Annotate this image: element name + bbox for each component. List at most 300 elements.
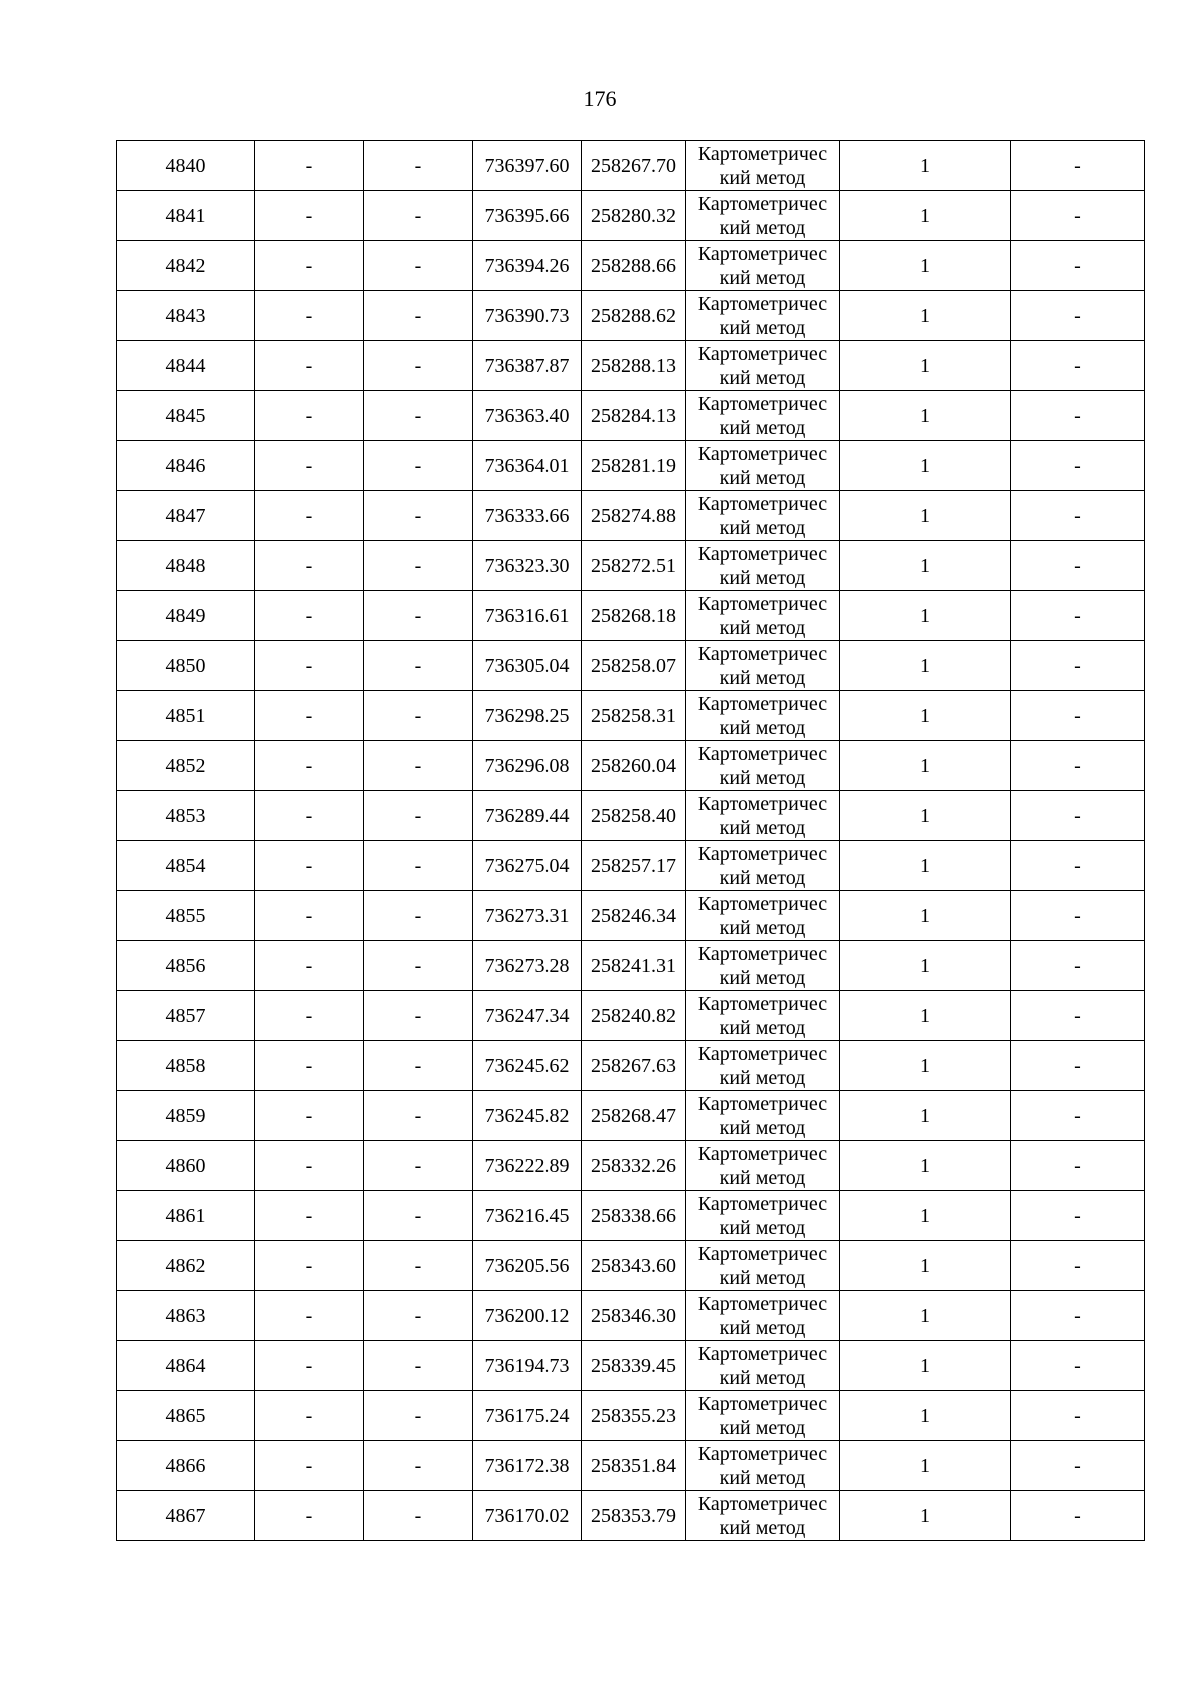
y-coordinate-cell: 258280.32: [582, 191, 686, 241]
column-3-cell: -: [364, 1141, 473, 1191]
x-coordinate-cell: 736305.04: [473, 641, 582, 691]
x-coordinate-cell: 736395.66: [473, 191, 582, 241]
column-3-cell: -: [364, 1041, 473, 1091]
column-3-cell: -: [364, 391, 473, 441]
method-cell: [686, 1391, 840, 1441]
column-2-cell: -: [255, 1341, 364, 1391]
method-cell: [686, 291, 840, 341]
column-8-cell: -: [1011, 991, 1145, 1041]
table-row: [117, 1241, 1145, 1291]
y-coordinate-cell: 258246.34: [582, 891, 686, 941]
point-number-cell: 4859: [117, 1091, 255, 1141]
method-line-2: кий метод: [719, 966, 806, 989]
column-2-cell: -: [255, 1141, 364, 1191]
table-row: [117, 141, 1145, 191]
point-number-cell: 4846: [117, 441, 255, 491]
column-8-cell: -: [1011, 691, 1145, 741]
method-cell: [686, 841, 840, 891]
column-3-cell: -: [364, 141, 473, 191]
x-coordinate-cell: 736289.44: [473, 791, 582, 841]
column-2-cell: -: [255, 191, 364, 241]
method-line-1: Картометричес: [697, 1392, 828, 1415]
method-line-1: Картометричес: [697, 892, 828, 915]
y-coordinate-cell: 258288.66: [582, 241, 686, 291]
method-line-2: кий метод: [719, 1066, 806, 1089]
column-3-cell: -: [364, 1341, 473, 1391]
accuracy-cell: 1: [840, 1491, 1011, 1541]
column-8-cell: -: [1011, 241, 1145, 291]
point-number-cell: 4855: [117, 891, 255, 941]
point-number-cell: 4862: [117, 1241, 255, 1291]
method-cell: [686, 741, 840, 791]
column-2-cell: -: [255, 541, 364, 591]
point-number-cell: 4847: [117, 491, 255, 541]
column-3-cell: -: [364, 291, 473, 341]
column-3-cell: -: [364, 741, 473, 791]
y-coordinate-cell: 258241.31: [582, 941, 686, 991]
method-cell: [686, 1491, 840, 1541]
table-row: [117, 841, 1145, 891]
y-coordinate-cell: 258281.19: [582, 441, 686, 491]
y-coordinate-cell: 258355.23: [582, 1391, 686, 1441]
column-2-cell: -: [255, 791, 364, 841]
method-cell: [686, 591, 840, 641]
method-line-2: кий метод: [719, 716, 806, 739]
method-line-1: Картометричес: [697, 242, 828, 265]
table-row: [117, 1191, 1145, 1241]
point-number-cell: 4867: [117, 1491, 255, 1541]
method-line-2: кий метод: [719, 816, 806, 839]
point-number-cell: 4844: [117, 341, 255, 391]
column-2-cell: -: [255, 841, 364, 891]
table-row: [117, 191, 1145, 241]
method-line-1: Картометричес: [697, 142, 828, 165]
method-cell: [686, 1191, 840, 1241]
column-8-cell: -: [1011, 741, 1145, 791]
x-coordinate-cell: 736333.66: [473, 491, 582, 541]
column-3-cell: -: [364, 591, 473, 641]
method-line-1: Картометричес: [697, 442, 828, 465]
y-coordinate-cell: 258288.13: [582, 341, 686, 391]
method-line-2: кий метод: [719, 1216, 806, 1239]
method-line-2: кий метод: [719, 866, 806, 889]
table-row: [117, 1291, 1145, 1341]
accuracy-cell: 1: [840, 141, 1011, 191]
point-number-cell: 4854: [117, 841, 255, 891]
y-coordinate-cell: 258346.30: [582, 1291, 686, 1341]
method-line-1: Картометричес: [697, 692, 828, 715]
method-line-1: Картометричес: [697, 542, 828, 565]
table-row: [117, 491, 1145, 541]
method-cell: [686, 341, 840, 391]
y-coordinate-cell: 258338.66: [582, 1191, 686, 1241]
method-line-1: Картометричес: [697, 842, 828, 865]
column-2-cell: -: [255, 941, 364, 991]
method-line-1: Картометричес: [697, 1442, 828, 1465]
accuracy-cell: 1: [840, 1091, 1011, 1141]
method-cell: [686, 1141, 840, 1191]
y-coordinate-cell: 258351.84: [582, 1441, 686, 1491]
column-3-cell: -: [364, 841, 473, 891]
method-line-2: кий метод: [719, 266, 806, 289]
column-2-cell: -: [255, 591, 364, 641]
method-line-2: кий метод: [719, 216, 806, 239]
column-2-cell: -: [255, 1491, 364, 1541]
x-coordinate-cell: 736222.89: [473, 1141, 582, 1191]
method-line-2: кий метод: [719, 166, 806, 189]
table-row: [117, 1491, 1145, 1541]
method-line-2: кий метод: [719, 366, 806, 389]
method-line-1: Картометричес: [697, 342, 828, 365]
column-3-cell: -: [364, 541, 473, 591]
x-coordinate-cell: 736296.08: [473, 741, 582, 791]
method-cell: [686, 1341, 840, 1391]
method-line-2: кий метод: [719, 766, 806, 789]
column-2-cell: -: [255, 441, 364, 491]
method-line-1: Картометричес: [697, 1192, 828, 1215]
point-number-cell: 4842: [117, 241, 255, 291]
column-2-cell: -: [255, 891, 364, 941]
method-cell: [686, 191, 840, 241]
point-number-cell: 4853: [117, 791, 255, 841]
column-2-cell: -: [255, 1441, 364, 1491]
x-coordinate-cell: 736364.01: [473, 441, 582, 491]
x-coordinate-cell: 736200.12: [473, 1291, 582, 1341]
accuracy-cell: 1: [840, 791, 1011, 841]
table-row: [117, 1141, 1145, 1191]
y-coordinate-cell: 258268.47: [582, 1091, 686, 1141]
x-coordinate-cell: 736316.61: [473, 591, 582, 641]
method-line-1: Картометричес: [697, 1342, 828, 1365]
y-coordinate-cell: 258284.13: [582, 391, 686, 441]
column-8-cell: -: [1011, 1141, 1145, 1191]
method-cell: [686, 691, 840, 741]
method-line-2: кий метод: [719, 516, 806, 539]
x-coordinate-cell: 736247.34: [473, 991, 582, 1041]
method-line-1: Картометричес: [697, 1492, 828, 1515]
method-line-1: Картометричес: [697, 1142, 828, 1165]
accuracy-cell: 1: [840, 591, 1011, 641]
table-row: [117, 441, 1145, 491]
y-coordinate-cell: 258258.40: [582, 791, 686, 841]
method-line-2: кий метод: [719, 1416, 806, 1439]
accuracy-cell: 1: [840, 991, 1011, 1041]
method-cell: [686, 391, 840, 441]
y-coordinate-cell: 258267.63: [582, 1041, 686, 1091]
column-8-cell: -: [1011, 1491, 1145, 1541]
method-line-2: кий метод: [719, 616, 806, 639]
method-line-1: Картометричес: [697, 492, 828, 515]
table-row: [117, 241, 1145, 291]
y-coordinate-cell: 258272.51: [582, 541, 686, 591]
method-line-1: Картометричес: [697, 1092, 828, 1115]
accuracy-cell: 1: [840, 1441, 1011, 1491]
x-coordinate-cell: 736390.73: [473, 291, 582, 341]
table-row: [117, 641, 1145, 691]
column-8-cell: -: [1011, 341, 1145, 391]
y-coordinate-cell: 258257.17: [582, 841, 686, 891]
point-number-cell: 4856: [117, 941, 255, 991]
table-row: [117, 1091, 1145, 1141]
method-line-1: Картометричес: [697, 642, 828, 665]
method-cell: [686, 491, 840, 541]
accuracy-cell: 1: [840, 1341, 1011, 1391]
y-coordinate-cell: 258343.60: [582, 1241, 686, 1291]
method-line-2: кий метод: [719, 1316, 806, 1339]
column-2-cell: -: [255, 1291, 364, 1341]
point-number-cell: 4857: [117, 991, 255, 1041]
point-number-cell: 4861: [117, 1191, 255, 1241]
column-8-cell: -: [1011, 391, 1145, 441]
accuracy-cell: 1: [840, 1141, 1011, 1191]
column-8-cell: -: [1011, 591, 1145, 641]
method-line-2: кий метод: [719, 1266, 806, 1289]
table-row: [117, 1391, 1145, 1441]
method-line-2: кий метод: [719, 666, 806, 689]
column-3-cell: -: [364, 1491, 473, 1541]
point-number-cell: 4851: [117, 691, 255, 741]
x-coordinate-cell: 736298.25: [473, 691, 582, 741]
table-row: [117, 591, 1145, 641]
table-row: [117, 541, 1145, 591]
point-number-cell: 4840: [117, 141, 255, 191]
column-3-cell: -: [364, 341, 473, 391]
method-cell: [686, 1441, 840, 1491]
point-number-cell: 4849: [117, 591, 255, 641]
point-number-cell: 4865: [117, 1391, 255, 1441]
column-3-cell: -: [364, 1441, 473, 1491]
method-cell: [686, 1291, 840, 1341]
method-line-2: кий метод: [719, 1516, 806, 1539]
accuracy-cell: 1: [840, 241, 1011, 291]
point-number-cell: 4848: [117, 541, 255, 591]
table-row: [117, 691, 1145, 741]
y-coordinate-cell: 258353.79: [582, 1491, 686, 1541]
method-line-1: Картометричес: [697, 1042, 828, 1065]
column-8-cell: -: [1011, 841, 1145, 891]
method-cell: [686, 1041, 840, 1091]
point-number-cell: 4850: [117, 641, 255, 691]
method-cell: [686, 141, 840, 191]
table-row: [117, 1341, 1145, 1391]
x-coordinate-cell: 736194.73: [473, 1341, 582, 1391]
column-8-cell: -: [1011, 441, 1145, 491]
column-8-cell: -: [1011, 541, 1145, 591]
column-3-cell: -: [364, 691, 473, 741]
method-line-1: Картометричес: [697, 742, 828, 765]
method-line-2: кий метод: [719, 416, 806, 439]
method-cell: [686, 1241, 840, 1291]
point-number-cell: 4864: [117, 1341, 255, 1391]
column-8-cell: -: [1011, 1241, 1145, 1291]
column-8-cell: -: [1011, 891, 1145, 941]
x-coordinate-cell: 736245.62: [473, 1041, 582, 1091]
column-2-cell: -: [255, 991, 364, 1041]
x-coordinate-cell: 736394.26: [473, 241, 582, 291]
column-8-cell: -: [1011, 141, 1145, 191]
column-2-cell: -: [255, 391, 364, 441]
method-cell: [686, 991, 840, 1041]
column-8-cell: -: [1011, 1191, 1145, 1241]
x-coordinate-cell: 736273.28: [473, 941, 582, 991]
method-line-2: кий метод: [719, 1016, 806, 1039]
accuracy-cell: 1: [840, 1291, 1011, 1341]
x-coordinate-cell: 736216.45: [473, 1191, 582, 1241]
column-8-cell: -: [1011, 941, 1145, 991]
x-coordinate-cell: 736170.02: [473, 1491, 582, 1541]
column-3-cell: -: [364, 1391, 473, 1441]
point-number-cell: 4852: [117, 741, 255, 791]
method-cell: [686, 541, 840, 591]
method-line-1: Картометричес: [697, 1292, 828, 1315]
method-line-2: кий метод: [719, 1366, 806, 1389]
column-8-cell: -: [1011, 1441, 1145, 1491]
accuracy-cell: 1: [840, 441, 1011, 491]
table-row: [117, 391, 1145, 441]
method-cell: [686, 241, 840, 291]
column-3-cell: -: [364, 441, 473, 491]
table-row: [117, 741, 1145, 791]
column-3-cell: -: [364, 191, 473, 241]
table-row: [117, 341, 1145, 391]
column-2-cell: -: [255, 1241, 364, 1291]
x-coordinate-cell: 736275.04: [473, 841, 582, 891]
column-8-cell: -: [1011, 1291, 1145, 1341]
column-8-cell: -: [1011, 1091, 1145, 1141]
accuracy-cell: 1: [840, 491, 1011, 541]
column-2-cell: -: [255, 691, 364, 741]
method-line-2: кий метод: [719, 916, 806, 939]
point-number-cell: 4858: [117, 1041, 255, 1091]
x-coordinate-cell: 736175.24: [473, 1391, 582, 1441]
accuracy-cell: 1: [840, 741, 1011, 791]
column-3-cell: -: [364, 1191, 473, 1241]
table-row: [117, 1441, 1145, 1491]
method-line-1: Картометричес: [697, 1242, 828, 1265]
accuracy-cell: 1: [840, 841, 1011, 891]
column-3-cell: -: [364, 491, 473, 541]
accuracy-cell: 1: [840, 1241, 1011, 1291]
x-coordinate-cell: 736273.31: [473, 891, 582, 941]
y-coordinate-cell: 258267.70: [582, 141, 686, 191]
method-cell: [686, 941, 840, 991]
point-number-cell: 4843: [117, 291, 255, 341]
column-3-cell: -: [364, 991, 473, 1041]
accuracy-cell: 1: [840, 691, 1011, 741]
method-line-2: кий метод: [719, 1116, 806, 1139]
accuracy-cell: 1: [840, 1041, 1011, 1091]
point-number-cell: 4863: [117, 1291, 255, 1341]
method-line-1: Картометричес: [697, 592, 828, 615]
column-3-cell: -: [364, 1291, 473, 1341]
method-line-1: Картометричес: [697, 792, 828, 815]
table-row: [117, 891, 1145, 941]
x-coordinate-cell: 736363.40: [473, 391, 582, 441]
x-coordinate-cell: 736245.82: [473, 1091, 582, 1141]
column-2-cell: -: [255, 1191, 364, 1241]
accuracy-cell: 1: [840, 341, 1011, 391]
column-2-cell: -: [255, 1091, 364, 1141]
method-line-2: кий метод: [719, 566, 806, 589]
method-line-2: кий метод: [719, 316, 806, 339]
column-8-cell: -: [1011, 1341, 1145, 1391]
point-number-cell: 4841: [117, 191, 255, 241]
method-line-2: кий метод: [719, 1466, 806, 1489]
column-8-cell: -: [1011, 1391, 1145, 1441]
column-3-cell: -: [364, 241, 473, 291]
column-8-cell: -: [1011, 1041, 1145, 1091]
method-cell: [686, 1091, 840, 1141]
column-2-cell: -: [255, 141, 364, 191]
column-3-cell: -: [364, 791, 473, 841]
accuracy-cell: 1: [840, 541, 1011, 591]
method-line-1: Картометричес: [697, 992, 828, 1015]
accuracy-cell: 1: [840, 1391, 1011, 1441]
x-coordinate-cell: 736397.60: [473, 141, 582, 191]
column-2-cell: -: [255, 741, 364, 791]
method-line-1: Картометричес: [697, 292, 828, 315]
accuracy-cell: 1: [840, 891, 1011, 941]
column-2-cell: -: [255, 241, 364, 291]
column-2-cell: -: [255, 1041, 364, 1091]
table-row: [117, 291, 1145, 341]
table-row: [117, 941, 1145, 991]
x-coordinate-cell: 736387.87: [473, 341, 582, 391]
method-cell: [686, 891, 840, 941]
y-coordinate-cell: 258274.88: [582, 491, 686, 541]
y-coordinate-cell: 258268.18: [582, 591, 686, 641]
column-2-cell: -: [255, 341, 364, 391]
point-number-cell: 4860: [117, 1141, 255, 1191]
method-cell: [686, 791, 840, 841]
accuracy-cell: 1: [840, 941, 1011, 991]
y-coordinate-cell: 258339.45: [582, 1341, 686, 1391]
method-line-1: Картометричес: [697, 392, 828, 415]
page-number: 176: [583, 86, 617, 111]
column-3-cell: -: [364, 891, 473, 941]
column-2-cell: -: [255, 641, 364, 691]
accuracy-cell: 1: [840, 291, 1011, 341]
table-row: [117, 1041, 1145, 1091]
table-row: [117, 991, 1145, 1041]
point-number-cell: 4866: [117, 1441, 255, 1491]
x-coordinate-cell: 736323.30: [473, 541, 582, 591]
x-coordinate-cell: 736172.38: [473, 1441, 582, 1491]
method-line-2: кий метод: [719, 1166, 806, 1189]
accuracy-cell: 1: [840, 641, 1011, 691]
column-8-cell: -: [1011, 191, 1145, 241]
point-number-cell: 4845: [117, 391, 255, 441]
column-3-cell: -: [364, 1091, 473, 1141]
accuracy-cell: 1: [840, 191, 1011, 241]
column-3-cell: -: [364, 641, 473, 691]
method-line-1: Картометричес: [697, 192, 828, 215]
column-2-cell: -: [255, 1391, 364, 1441]
table-row: [117, 791, 1145, 841]
column-3-cell: -: [364, 1241, 473, 1291]
column-2-cell: -: [255, 491, 364, 541]
accuracy-cell: 1: [840, 391, 1011, 441]
column-8-cell: -: [1011, 791, 1145, 841]
column-3-cell: -: [364, 941, 473, 991]
method-cell: [686, 441, 840, 491]
y-coordinate-cell: 258332.26: [582, 1141, 686, 1191]
method-line-2: кий метод: [719, 466, 806, 489]
method-line-1: Картометричес: [697, 942, 828, 965]
method-cell: [686, 641, 840, 691]
accuracy-cell: 1: [840, 1191, 1011, 1241]
y-coordinate-cell: 258258.07: [582, 641, 686, 691]
